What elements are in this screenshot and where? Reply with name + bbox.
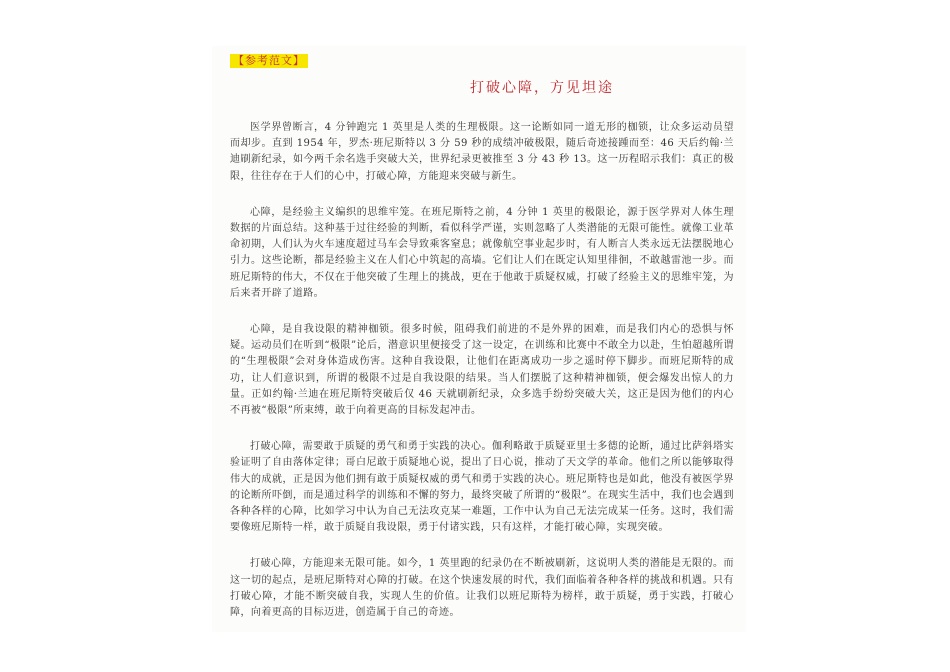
paragraph-2: 心障，是经验主义编织的思维牢笼。在班尼斯特之前，4 分钟 1 英里的极限论，源于医学界对人体生理数据的片面总结。这种基于过往经验的判断，看似科学严谨，实则忽略了人类潜能的无限可能性。就像工业革命初期，人们认为火车速度超过马车会导致乘客窒息；就像航空事业起步时，有人断言人类永远无法摆脱地心引力。这些论断，都是经验主义在人们心中筑起的高墙。它们让人们在既定认知里徘徊，不敢越雷池一步。而班尼斯特的伟大，不仅在于他突破了生理上的挑战，更在于他敢于质疑权威，打破了经验主义的思维牢笼，为后来者开辟了道路。 bbox=[230, 206, 734, 299]
essay-title: 打破心障，方见坦途 bbox=[470, 80, 614, 96]
paragraph-3: 心障，是自我设限的精神枷锁。很多时候，阻碍我们前进的不是外界的困难，而是我们内心的恐惧与怀疑。运动员们在听到“极限”论后，潜意识里便接受了这一设定，在训练和比赛中不敢全力以赴，生怕超越所谓的“生理极限”会对身体造成伤害。这种自我设限，让他们在距离成功一步之遥时停下脚步。而班尼斯特的成功，让人们意识到，所谓的极限不过是自我设限的结果。当人们摆脱了这种精神枷锁，便会爆发出惊人的力量。正如约翰·兰迪在班尼斯特突破后仅 46 天就刷新纪录，众多选手纷纷突破大关，这正是因为他们的内心不再被“极限”所束缚，敢于向着更高的目标发起冲击。 bbox=[230, 324, 734, 417]
paragraph-5: 打破心障，方能迎来无限可能。如今，1 英里跑的纪录仍在不断被刷新，这说明人类的潜能是无限的。而这一切的起点，是班尼斯特对心障的打破。在这个快速发展的时代，我们面临着各种各样的挑战和机遇。只有打破心障，才能不断突破自我，实现人生的价值。让我们以班尼斯特为榜样，敢于质疑，勇于实践，打破心障，向着更高的目标迈进，创造属于自己的奇迹。 bbox=[230, 558, 734, 619]
paragraph-1: 医学界曾断言，4 分钟跑完 1 英里是人类的生理极限。这一论断如同一道无形的枷锁，让众多运动员望而却步。直到 1954 年，罗杰·班尼斯特以 3 分 59 秒的成绩冲破极限，随后奇迹接踵而至：46 天后约翰·兰迪刷新纪录，如今两千余名选手突破大关，世界纪录更被推至 3 分 43 秒 13。这一历程昭示我们：真正的极限，往往存在于人们的心中，打破心障，方能迎来突破与新生。 bbox=[230, 122, 734, 182]
essay-body bbox=[230, 120, 734, 641]
reference-essay-badge: 【参考范文】 bbox=[230, 54, 308, 68]
paragraph-4: 打破心障，需要敢于质疑的勇气和勇于实践的决心。伽利略敢于质疑亚里士多德的论断，通过比萨斜塔实验证明了自由落体定律；哥白尼敢于质疑地心说，提出了日心说，推动了天文学的革命。他们之所以能够取得伟大的成就，正是因为他们拥有敢于质疑权威的勇气和勇于实践的决心。班尼斯特也是如此，他没有被医学界的论断所吓倒，而是通过科学的训练和不懈的努力，最终突破了所谓的“极限”。在现实生活中，我们也会遇到各种各样的心障，比如学习中认为自己无法攻克某一难题，工作中认为自己无法完成某一任务。这时，我们需要像班尼斯特一样，敢于质疑自我设限，勇于付诸实践，只有这样，才能打破心障，实现突破。 bbox=[230, 441, 734, 534]
